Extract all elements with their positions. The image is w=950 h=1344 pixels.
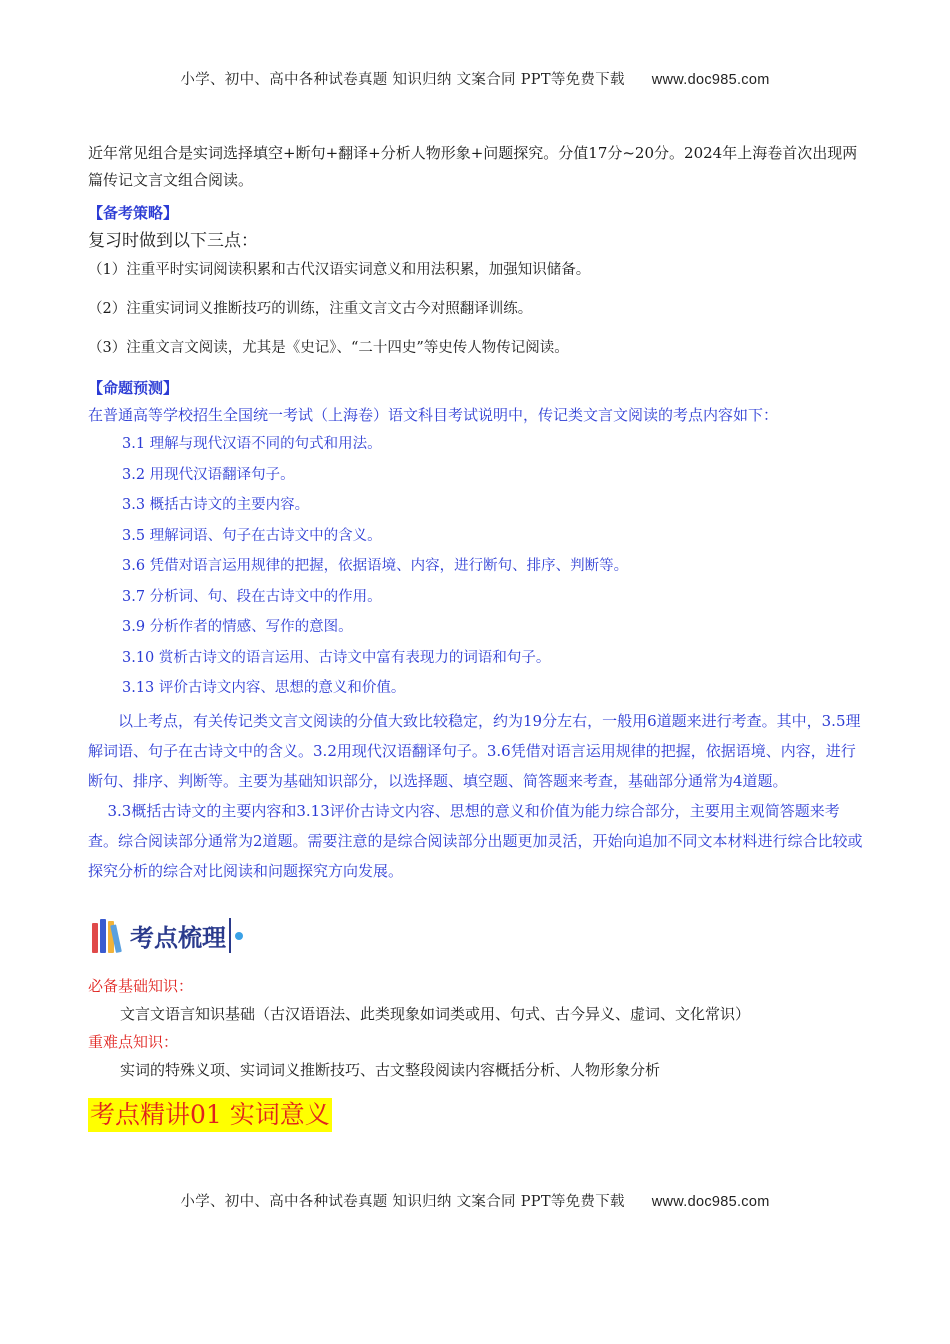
exam-point: 3.5 理解词语、句子在古诗文中的含义。 <box>122 527 382 544</box>
strategy-item: （2）注重实词词义推断技巧的训练，注重文言文古今对照翻译训练。 <box>88 301 533 317</box>
key-knowledge-label: 重难点知识： <box>88 1032 179 1051</box>
exam-point: 3.2 用现代汉语翻译句子。 <box>122 466 295 483</box>
prediction-heading: 【命题预测】 <box>88 379 179 397</box>
page-header <box>0 68 950 89</box>
header-site-link[interactable]: www.doc985.com <box>651 72 770 88</box>
footer-site-link[interactable]: www.doc985.com <box>651 1194 770 1210</box>
exam-point: 3.6 凭借对语言运用规律的把握，依据语境、内容，进行断句、排序、判断等。 <box>122 558 629 574</box>
strategy-item: （1）注重平时实词阅读积累和古代汉语实词意义和用法积累，加强知识储备。 <box>88 262 591 278</box>
main-content <box>88 140 864 1132</box>
exam-point: 3.3 概括古诗文的主要内容。 <box>122 497 310 513</box>
analysis-paragraph-2: 3.3概括古诗文的主要内容和3.13评价古诗文内容、思想的意义和价值为能力综合部分，主要用主观简答题来考查。综合阅读部分通常为2道题。需要注意的是综合阅读部分出题更加灵活，开始向追加不同文本材料进行综合比较或探究分析的综合对比阅读和问题探究方向发展。 <box>88 801 863 880</box>
footer-text: 小学、初中、高中各种试卷真题 知识归纳 文案合同 PPT等免费下载 <box>180 1194 625 1210</box>
exam-point: 3.13 评价古诗文内容、思想的意义和价值。 <box>122 680 406 696</box>
basic-knowledge-label: 必备基础知识： <box>88 976 194 995</box>
exam-point: 3.1 理解与现代汉语不同的句式和用法。 <box>122 436 382 452</box>
exam-point: 3.10 赏析古诗文的语言运用、古诗文中富有表现力的词语和句子。 <box>122 649 551 666</box>
page-footer <box>0 1190 950 1211</box>
strategy-heading: 【备考策略】 <box>88 204 179 222</box>
highlight-section-title: 考点精讲01 实词意义 <box>88 1098 332 1132</box>
prediction-lead: 在普通高等学校招生全国统一考试（上海卷）语文科目考试说明中，传记类文言文阅读的考点内容如下： <box>88 406 779 424</box>
strategy-title: 复习时做到以下三点： <box>88 231 258 251</box>
intro-paragraph: 近年常见组合是实词选择填空+断句+翻译+分析人物形象+问题探究。分值17分~20分。2024年上海卷首次出现两篇传记文言文组合阅读。 <box>88 144 858 189</box>
exam-point: 3.9 分析作者的情感、写作的意图。 <box>122 619 353 635</box>
books-icon <box>92 919 124 953</box>
section-banner <box>92 908 864 964</box>
header-text: 小学、初中、高中各种试卷真题 知识归纳 文案合同 PPT等免费下载 <box>180 72 625 88</box>
strategy-item: （3）注重文言文阅读，尤其是《史记》、“二十四史”等史传人物传记阅读。 <box>88 340 569 356</box>
basic-knowledge-text: 文言文语言知识基础（古汉语语法、此类现象如词类或用、句式、古今异义、虚词、文化常识） <box>120 1004 751 1023</box>
exam-point: 3.7 分析词、句、段在古诗文中的作用。 <box>122 588 382 605</box>
section-title: 考点梳理 <box>130 918 231 953</box>
key-knowledge-text: 实词的特殊义项、实词词义推断技巧、古文整段阅读内容概括分析、人物形象分析 <box>120 1060 661 1079</box>
analysis-paragraph-1: 以上考点，有关传记类文言文阅读的分值大致比较稳定，约为19分左右，一般用6道题来进行考查。其中，3.5理解词语、句子在古诗文中的含义。3.2用现代汉语翻译句子。3.6凭借对语言运用规律的把握，依据语境、内容，进行断句、排序、判断等。主要为基础知识部分，以选择题、填空题、简答题来考查，基础部分通常为4道题。 <box>88 711 861 790</box>
dot-icon <box>235 932 243 940</box>
